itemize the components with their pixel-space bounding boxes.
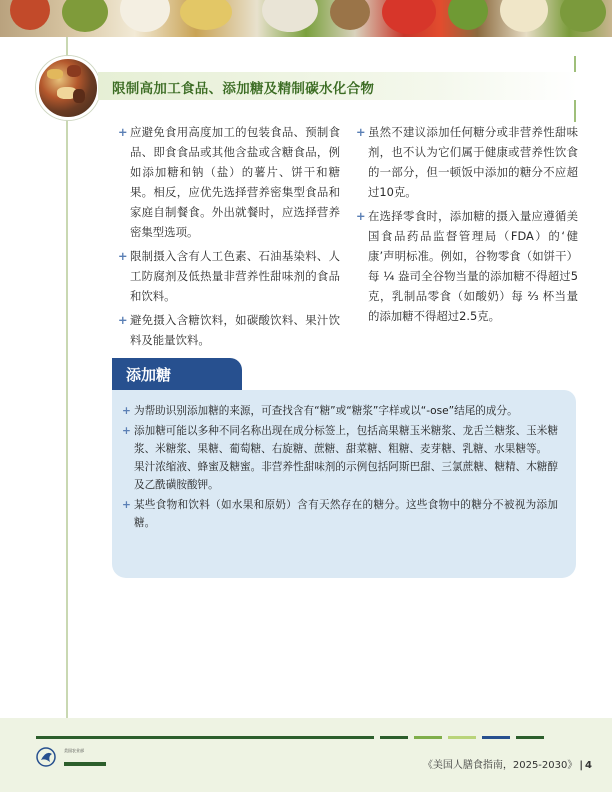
list-item: + 为帮助识别添加糖的来源，可查找含有“糖”或“糖浆”字样或以“-ose”结尾的成分。	[122, 402, 558, 420]
page-number: 4	[585, 760, 592, 771]
header-food-banner	[0, 0, 612, 37]
plus-bullet-icon: +	[356, 209, 366, 223]
plus-bullet-icon: +	[122, 425, 131, 437]
list-item: + 某些食物和饮料（如水果和原奶）含有天然存在的糖分。这些食物中的糖分不被视为添加糖。	[122, 496, 558, 532]
plus-bullet-icon: +	[122, 499, 131, 511]
footer-rule-1	[36, 736, 374, 739]
plus-bullet-icon: +	[118, 249, 128, 263]
plus-bullet-icon: +	[356, 125, 366, 139]
list-item: + 限制摄入含有人工色素、石油基染料、人工防腐剂及低热量非营养性甜味剂的食品和饮料。	[118, 246, 340, 306]
footer-band	[0, 718, 612, 792]
list-item: + 在选择零食时，添加糖的摄入量应遵循美国食品药品监督管理局（FDA）的‘健康’声明标准。例如，谷物零食（如饼干）每 ¼ 盎司全谷物当量的添加糖不得超过5克，乳制品零食（如酸奶）每 ⅔ 杯当量的添加糖不得超过2.5克。	[356, 206, 578, 326]
plus-bullet-icon: +	[122, 405, 131, 417]
footer-rule-4	[448, 736, 476, 739]
added-sugar-tab-label: 添加糖	[126, 366, 172, 384]
footer-rule-5	[482, 736, 510, 739]
logo-underline	[64, 762, 106, 766]
list-item: + 应避免食用高度加工的包装食品、预制食品、即食食品或其他含盐或含糖食品，例如添加糖和钠（盐）的薯片、饼干和糖果。相反，应优先选择营养密集型食品和家庭自制餐食。外出就餐时，应选择营养密集型选项。	[118, 122, 340, 242]
footer-separator: |	[579, 760, 584, 771]
left-column	[118, 122, 340, 354]
right-column	[356, 122, 578, 330]
footer-rule-3	[414, 736, 442, 739]
hhs-eagle-logo-icon	[36, 744, 66, 770]
section-title: 限制高加工食品、添加糖及精制碳水化合物	[112, 81, 375, 97]
footer-citation	[423, 756, 592, 771]
list-item-continuation: 果汁浓缩液、蜂蜜及糖蜜。非营养性甜味剂的示例包括阿斯巴甜、三氯蔗糖、糖精、木糖醇及乙酰磺胺酸钾。	[134, 461, 558, 491]
list-item: + 添加糖可能以多种不同名称出现在成分标签上，包括高果糖玉米糖浆、龙舌兰糖浆、玉米糖浆、米糖浆、果糖、葡萄糖、右旋糖、蔗糖、甜菜糖、粗糖、麦芽糖、乳糖、水果糖等。 果汁浓缩液、蜂蜜及糖蜜。非营养性甜味剂的示例包括阿斯巴甜、三氯蔗糖、糖精、木糖醇及乙酰磺胺酸钾。	[122, 422, 558, 494]
publication-title: 《美国人膳食指南，2025-2030》	[422, 760, 578, 771]
plus-bullet-icon: +	[118, 125, 128, 139]
left-divider-line	[66, 37, 68, 718]
added-sugar-box	[112, 390, 576, 578]
list-item: + 避免摄入含糖饮料，如碳酸饮料、果汁饮料及能量饮料。	[118, 310, 340, 350]
footer-rule-6	[516, 736, 544, 739]
logo-caption: 美国农业部	[64, 748, 84, 753]
list-item: + 虽然不建议添加任何糖分或非营养性甜味剂，也不认为它们属于健康或营养性饮食的一部分，但一顿饭中添加的糖分不应超过10克。	[356, 122, 578, 202]
plus-bullet-icon: +	[118, 313, 128, 327]
processed-food-image	[36, 56, 100, 120]
footer-rule-2	[380, 736, 408, 739]
